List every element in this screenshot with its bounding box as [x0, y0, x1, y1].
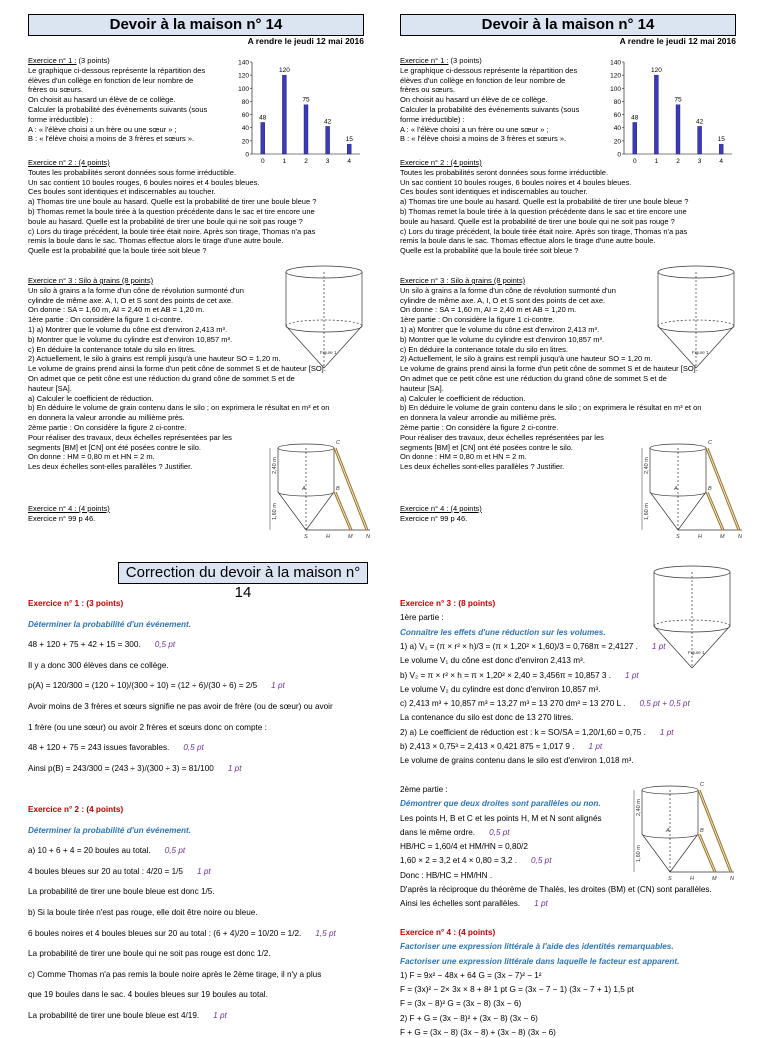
- text-line: 1) a) Montrer que le volume du cône est d'environ 2,413 m³.: [400, 325, 600, 334]
- correction-title: Correction du devoir à la maison n° 14: [118, 562, 368, 584]
- dimension-label: 2,40 m: [272, 457, 278, 474]
- bar: [698, 126, 702, 154]
- correction-text: Avoir moins de 3 frères et sœurs signifie ne pas avoir de frère (ou de sœur) ou avoir: [28, 702, 333, 711]
- points-annotation: 1 pt: [588, 742, 603, 751]
- homework-left: [18, 14, 374, 538]
- y-tick-label: 0: [245, 151, 249, 159]
- figure-1-label: Figure 1: [692, 350, 709, 355]
- text-line: Ces boules sont identiques et indiscernables au toucher.: [400, 187, 588, 197]
- text-line: 1ère partie : On considère la figure 1 ci-contre.: [28, 315, 183, 325]
- bar-value-label: 75: [674, 96, 682, 104]
- point-label: S: [676, 534, 680, 538]
- correction-line: [28, 763, 242, 774]
- x-tick-label: 0: [632, 158, 637, 165]
- correction-text: 48 + 120 + 75 = 243 issues favorables.: [28, 743, 170, 753]
- text-line: A : « l'élève choisi a un frère ou une sœur » ;: [400, 124, 549, 134]
- correction-line: [400, 784, 448, 795]
- text-line: Pour réaliser des travaux, deux échelles représentées par les: [28, 432, 232, 442]
- text-line: Un silo à grains a la forme d'un cône de révolution surmonté d'un: [400, 285, 616, 295]
- correction-line: [400, 641, 666, 652]
- correction-text: La probabilité de tirer une boule qui ne soit pas rouge est donc 1/2.: [28, 949, 271, 959]
- text-line: Toutes les probabilités seront données sous forme irréductible.: [28, 167, 237, 177]
- correction-text: p(A) = 120/300 = (120 ÷ 10)/(300 ÷ 10) = (12 ÷ 6)/(30 ÷ 6) = 2/5: [28, 681, 258, 691]
- correction-text: Connaître les effets d'une réduction sur les volumes.: [400, 627, 606, 637]
- text-line: élèves d'un collège en fonction de leur nombre de: [28, 75, 194, 85]
- point-label: C: [708, 440, 712, 446]
- correction-text: Le volume V₂ du cylindre est donc d'environ 10,857 m³.: [400, 684, 601, 694]
- text-line: B : « l'élève choisi a moins de 3 frères et sœurs ».: [400, 134, 567, 144]
- point-label: N: [730, 876, 734, 880]
- correction-line: [28, 866, 211, 877]
- text-line: Le graphique ci-dessous représente la répartition des: [28, 65, 206, 75]
- correction-line: [400, 884, 712, 895]
- point-label: M: [348, 534, 353, 538]
- y-tick-label: 140: [238, 59, 249, 67]
- text-line: On donne : SA = 1,60 m, AI = 2,40 m et AB = 1,20 m.: [400, 305, 577, 315]
- correction-text: 1) F = 9x² − 48x + 64 G = (3x − 7)² − 1²: [400, 970, 542, 980]
- correction-text: HB/HC = 1,60/4 et HM/HN = 0,80/2: [400, 842, 528, 852]
- bar-value-label: 15: [345, 136, 353, 144]
- correction-text: Les points H, B et C et les points H, M et N sont alignés: [400, 813, 602, 823]
- correction-line: [28, 969, 321, 980]
- homework-title: Devoir à la maison n° 14: [400, 14, 736, 36]
- text-line: Toutes les probabilités seront données sous forme irréductible.: [400, 167, 609, 177]
- correction-text: 2) F + G = (3x − 8)² + (3x − 8) (3x − 6): [400, 1013, 538, 1023]
- correction-line: [400, 698, 690, 709]
- x-tick-label: 2: [676, 158, 680, 165]
- text-line: Le volume de grains prend ainsi la forme d'un petit cône de sommet S et de hauteur [SO].: [28, 364, 326, 374]
- text-line: en donnera la valeur arrondie au millième près.: [28, 413, 185, 423]
- silo-drawing: [278, 444, 370, 530]
- due-date: A rendre le jeudi 12 mai 2016: [619, 36, 736, 46]
- text-line: b) Thomas remet la boule tirée à la question précédente dans le sac et tire encore une: [400, 207, 687, 216]
- silo-figure-1: [280, 262, 368, 380]
- text-line: Un sac contient 10 boules rouges, 6 boules noires et 4 boules bleues.: [400, 177, 632, 187]
- point-label: H: [698, 534, 702, 538]
- correction-text: 1ère partie :: [400, 613, 444, 623]
- correction-line: [400, 970, 542, 981]
- bar-value-label: 15: [717, 136, 725, 144]
- text-line: a) Thomas tire une boule au hasard. Quelle est la probabilité de tirer une boule bleue ?: [400, 197, 689, 207]
- correction-text: 1 frère (ou une sœur) ou avoir 2 frères et sœurs donc on compte :: [28, 722, 267, 732]
- correction-text: 1,60 × 2 = 3,2 et 4 × 0,80 = 3,2 .: [400, 856, 517, 866]
- correction-text: 1) a) V₁ = (π × r² × h)/3 = (π × 1,20² × 1,60)/3 = 0,768π ≈ 2,4127 .: [400, 641, 638, 651]
- x-tick-label: 4: [719, 158, 724, 165]
- correction-text: b) Si la boule tirée n'est pas rouge, elle doit être noire ou bleue.: [28, 908, 258, 917]
- y-tick-label: 40: [241, 125, 249, 133]
- correction-text: Il y a donc 300 élèves dans ce collège.: [28, 660, 169, 670]
- text-line: Un sac contient 10 boules rouges, 6 boules noires et 4 boules bleues.: [28, 177, 260, 187]
- dimension-label: 1,60 m: [636, 845, 642, 862]
- text-line: 1) a) Montrer que le volume du cône est d'environ 2,413 m³.: [28, 325, 228, 334]
- text-line: frères ou sœurs.: [28, 85, 84, 95]
- correction-line: [400, 741, 602, 752]
- bar: [347, 144, 351, 154]
- correction-line: [400, 827, 510, 838]
- correction-line: [28, 886, 215, 897]
- correction-line: [400, 798, 601, 809]
- points-annotation: 0,5 pt: [183, 743, 204, 753]
- homework-title: Devoir à la maison n° 14: [28, 14, 364, 36]
- y-tick-label: 120: [610, 72, 621, 80]
- bar-chart: [602, 54, 742, 174]
- text-line: segments [BM] et [CN] ont été posées contre le silo.: [400, 442, 573, 452]
- correction-text: La contenance du silo est donc de 13 270 litres.: [400, 713, 574, 723]
- correction-right: [390, 562, 746, 1037]
- correction-text: Donc : HB/HC = HM/HN .: [400, 870, 493, 880]
- point-label: N: [738, 534, 742, 538]
- correction-line: [28, 619, 191, 630]
- text-line: On donne : HM = 0,80 m et HN = 2 m.: [28, 452, 155, 462]
- text-line: Exercice n° 4 : (4 points): [400, 504, 482, 513]
- correction-line: [400, 727, 674, 738]
- points-annotation: 1 pt: [659, 727, 674, 737]
- correction-line: [400, 870, 492, 881]
- dimension-label: 1,60 m: [644, 503, 650, 520]
- correction-text: Déterminer la probabilité d'un événement.: [28, 825, 192, 835]
- correction-line: [400, 670, 639, 681]
- bar-value-label: 120: [650, 67, 662, 75]
- correction-line: [28, 722, 267, 733]
- text-line: 2) Actuellement, le silo à grains est rempli jusqu'à une hauteur SO = 1,20 m.: [28, 354, 281, 364]
- correction-line: [28, 680, 285, 691]
- text-line: On admet que ce petit cône est une réduction du grand cône de sommet S et de: [400, 374, 667, 383]
- correction-text: La probabilité de tirer une boule bleue est 4/19.: [28, 1011, 200, 1020]
- text-line: remis la boule dans le sac. Thomas effectue alors le tirage d'une autre boule.: [400, 236, 656, 246]
- correction-line: [400, 956, 679, 967]
- text-line: Exercice n° 99 p 46.: [400, 513, 468, 523]
- text-line: 2ème partie : On considère la figure 2 ci-contre.: [28, 423, 187, 432]
- text-line: boule au hasard. Quelle est la probabilité de tirer une boule qui ne soit pas rouge ?: [400, 216, 675, 226]
- bar-value-label: 48: [631, 114, 639, 122]
- text-line: Le volume de grains prend ainsi la forme d'un petit cône de sommet S et de hauteur [SO].: [400, 364, 698, 374]
- correction-text: Ainsi les échelles sont parallèles.: [400, 899, 521, 909]
- correction-text: b) V₂ = π × r² × h = π × 1,20² × 2,40 = 3,456π ≈ 10,857 3 .: [400, 670, 612, 680]
- correction-text: que 19 boules dans le sac. 4 boules bleues sur 19 boules au total.: [28, 990, 268, 1000]
- text-line: Calculer la probabilité des événements suivants (sous: [28, 105, 208, 114]
- silo-drawing: [642, 786, 734, 872]
- text-line: élèves d'un collège en fonction de leur nombre de: [400, 75, 566, 85]
- text-line: Quelle est la probabilité que la boule tirée soit bleue ?: [400, 246, 579, 256]
- correction-text: D'après la réciproque du théorème de Thalès, les droites (BM) et (CN) sont parallèles.: [400, 885, 712, 894]
- figure-1-label: Figure 1: [688, 650, 705, 655]
- y-tick-label: 80: [241, 98, 249, 106]
- correction-line: [28, 742, 204, 753]
- text-line: a) Calculer le coefficient de réduction.: [28, 393, 154, 403]
- text-line: Les deux échelles sont-elles parallèles ? Justifier.: [400, 462, 565, 472]
- correction-line: [28, 989, 268, 1000]
- y-tick-label: 140: [610, 59, 621, 67]
- text-line: cylindre de même axe. A, I, O et S sont des points de cet axe.: [400, 295, 606, 305]
- correction-line: [400, 612, 444, 623]
- text-line: b) Montrer que le volume du cylindre est d'environ 10,857 m³.: [28, 334, 233, 344]
- points-annotation: 1 pt: [213, 1011, 227, 1020]
- correction-line: [400, 984, 634, 995]
- correction-line: [28, 804, 123, 815]
- x-tick-label: 2: [304, 158, 308, 165]
- correction-line: [400, 755, 634, 766]
- bar: [676, 105, 680, 154]
- correction-left: [18, 562, 374, 1024]
- text-line: b) En déduire le volume de grain contenu dans le silo ; on exprimera le résultat en m³ et on: [28, 403, 330, 413]
- points-annotation: 1 pt: [271, 681, 285, 691]
- x-tick-label: 3: [697, 158, 702, 165]
- correction-line: [28, 928, 336, 939]
- text-line: 2ème partie : On considère la figure 2 ci-contre.: [400, 423, 559, 432]
- y-tick-label: 60: [613, 112, 621, 120]
- correction-line: [28, 701, 333, 712]
- x-tick-label: 1: [282, 158, 287, 165]
- exercise-heading: Exercice n° 1 :: [28, 56, 77, 65]
- bar-value-label: 75: [302, 96, 310, 104]
- text-line: Quelle est la probabilité que la boule tirée soit bleue ?: [28, 246, 207, 256]
- points-annotation: 1 pt: [651, 641, 666, 651]
- y-tick-label: 120: [238, 72, 249, 80]
- correction-line: [400, 627, 606, 638]
- bar-chart: [230, 54, 370, 174]
- correction-line: [28, 907, 258, 918]
- due-date: A rendre le jeudi 12 mai 2016: [247, 36, 364, 46]
- text-line: B : « l'élève choisi a moins de 3 frères et sœurs ».: [28, 134, 195, 144]
- correction-text: La probabilité de tirer une boule bleue est donc 1/5.: [28, 887, 215, 897]
- correction-line: [400, 998, 521, 1009]
- point-label: H: [326, 534, 330, 538]
- y-tick-label: 0: [617, 151, 621, 159]
- text-line: On choisit au hasard un élève de ce collège.: [400, 95, 548, 105]
- correction-text: 48 + 120 + 75 + 42 + 15 = 300.: [28, 640, 141, 650]
- correction-line: [28, 598, 123, 609]
- points-annotation: 0,5 pt: [489, 827, 510, 837]
- correction-text: Le volume V₁ du cône est donc d'environ 2,413 m³.: [400, 656, 586, 666]
- text-line: b) Montrer que le volume du cylindre est d'environ 10,857 m³.: [400, 334, 605, 344]
- correction-text: Factoriser une expression littérale à l'aide des identités remarquables.: [400, 942, 674, 952]
- text-line: Exercice n° 3 : Silo à grains (8 points): [28, 276, 154, 285]
- correction-text: Exercice n° 2 : (4 points): [28, 805, 124, 814]
- point-label: S: [668, 876, 672, 880]
- correction-text: 6 boules noires et 4 boules bleues sur 20 au total : (6 + 4)/20 = 10/20 = 1/2.: [28, 928, 302, 938]
- text-line: boule au hasard. Quelle est la probabilité de tirer une boule qui ne soit pas rouge ?: [28, 216, 303, 226]
- text-line: frères ou sœurs.: [400, 85, 456, 95]
- point-label: B: [336, 486, 340, 492]
- correction-text: c) Comme Thomas n'a pas remis la boule noire après le 2ème tirage, il n'y a plus: [28, 969, 322, 979]
- y-tick-label: 80: [613, 98, 621, 106]
- correction-text: F + G = (3x − 8) (3x − 8) + (3x − 8) (3x − 6): [400, 1028, 556, 1037]
- point-label: A: [302, 486, 306, 492]
- correction-text: Exercice n° 1 : (3 points): [28, 599, 124, 608]
- text-line: Exercice n° 2 : (4 points): [400, 158, 482, 167]
- y-tick-label: 40: [613, 125, 621, 133]
- correction-line: [400, 1027, 556, 1038]
- text-line: Calculer la probabilité des événements suivants (sous: [400, 105, 580, 114]
- text-line: Le graphique ci-dessous représente la répartition des: [400, 65, 578, 75]
- homework-right: [390, 14, 746, 538]
- text-line: c) En déduire la contenance totale du silo en litres.: [400, 344, 569, 354]
- point-label: H: [690, 876, 694, 880]
- text-line: Exercice n° 2 : (4 points): [28, 158, 110, 167]
- text-line: 1ère partie : On considère la figure 1 ci-contre.: [400, 315, 555, 325]
- text-line: On choisit au hasard un élève de ce collège.: [28, 95, 176, 105]
- correction-line: [400, 898, 548, 909]
- text-line: a) Calculer le coefficient de réduction.: [400, 393, 526, 403]
- correction-line: [400, 655, 585, 666]
- text-line: forme irréductible) :: [400, 114, 465, 124]
- correction-line: [400, 813, 602, 824]
- y-tick-label: 100: [238, 85, 249, 93]
- correction-line: [28, 845, 185, 856]
- correction-text: c) 2,413 m³ + 10,857 m³ = 13,27 m³ = 13 270 dm³ = 13 270 L .: [400, 699, 626, 709]
- correction-text: F = (3x − 8)² G = (3x − 8) (3x − 6): [400, 999, 522, 1009]
- correction-line: [400, 684, 600, 695]
- correction-line: [28, 1010, 227, 1021]
- points-text: (3 points): [76, 56, 110, 65]
- point-label: S: [304, 534, 308, 538]
- bar: [719, 144, 723, 154]
- text-line: cylindre de même axe. A, I, O et S sont des points de cet axe.: [28, 295, 234, 305]
- text-line: forme irréductible) :: [28, 114, 93, 124]
- correction-line: [400, 1013, 538, 1024]
- correction-line: [28, 825, 191, 836]
- correction-line: [28, 948, 271, 959]
- bar-value-label: 48: [259, 114, 267, 122]
- text-line: Un silo à grains a la forme d'un cône de révolution surmonté d'un: [28, 285, 244, 295]
- bar: [261, 122, 265, 154]
- x-tick-label: 3: [325, 158, 330, 165]
- text-line: Exercice n° 99 p 46.: [28, 513, 96, 523]
- bar-value-label: 120: [278, 67, 290, 75]
- points-annotation: 1 pt: [534, 899, 548, 909]
- points-annotation: 1 pt: [227, 763, 242, 773]
- correction-line: [28, 639, 175, 650]
- text-line: Exercice n° 4 : (4 points): [28, 504, 110, 513]
- text-line: Exercice n° 3 : Silo à grains (8 points): [400, 276, 526, 285]
- text-line: Ces boules sont identiques et indiscernables au toucher.: [28, 187, 216, 197]
- correction-line: [400, 941, 674, 952]
- bar: [304, 105, 308, 154]
- correction-text: 2) a) Le coefficient de réduction est : k = SO/SA = 1,20/1,60 = 0,75 .: [400, 727, 646, 737]
- correction-text: F = (3x)² − 2× 3x × 8 + 8² 1 pt G = (3x − 7 − 1) (3x − 7 + 1) 1,5 pt: [400, 985, 634, 995]
- text-line: b) En déduire le volume de grain contenu dans le silo ; on exprimera le résultat en m³ et on: [400, 403, 702, 413]
- y-tick-label: 20: [613, 138, 621, 146]
- correction-text: a) 10 + 6 + 4 = 20 boules au total.: [28, 846, 151, 856]
- y-tick-label: 60: [241, 112, 249, 120]
- text-line: Pour réaliser des travaux, deux échelles représentées par les: [400, 432, 604, 442]
- silo-figure-2: [638, 434, 748, 538]
- text-line: en donnera la valeur arrondie au millième près.: [400, 413, 557, 423]
- x-tick-label: 1: [654, 158, 659, 165]
- point-label: B: [700, 828, 704, 834]
- correction-line: [400, 841, 528, 852]
- points-annotation: 1 pt: [197, 866, 211, 876]
- point-label: C: [336, 440, 340, 446]
- text-line: c) En déduire la contenance totale du silo en litres.: [28, 344, 197, 354]
- correction-line: [400, 855, 552, 866]
- correction-text: Démontrer que deux droites sont parallèles ou non.: [400, 799, 601, 809]
- correction-text: b) 2,413 × 0,75³ = 2,413 × 0,421 875 ≈ 1,017 9 .: [400, 742, 575, 751]
- points-annotation: 0,5 pt: [531, 856, 552, 866]
- text-line: On donne : SA = 1,60 m, AI = 2,40 m et AB = 1,20 m.: [28, 305, 205, 315]
- correction-line: [400, 598, 495, 609]
- dimension-label: 2,40 m: [636, 799, 642, 816]
- silo-figure-2: [266, 434, 376, 538]
- correction-text: dans le même ordre.: [400, 827, 476, 837]
- silo-figure-2: [630, 776, 740, 880]
- correction-text: Le volume de grains contenu dans le silo est d'environ 1,018 m³.: [400, 756, 634, 766]
- points-text: (3 points): [448, 56, 482, 65]
- points-annotation: 1 pt: [625, 670, 639, 680]
- bar: [633, 122, 637, 154]
- correction-line: [28, 660, 169, 671]
- x-tick-label: 0: [260, 158, 265, 165]
- silo-figure-1: [648, 562, 736, 672]
- text-line: hauteur [SA].: [28, 383, 72, 393]
- figure-1-label: Figure 1: [320, 350, 337, 355]
- text-line: On donne : HM = 0,80 m et HN = 2 m.: [400, 452, 527, 462]
- text-line: On admet que ce petit cône est une réduction du grand cône de sommet S et de: [28, 374, 295, 383]
- correction-text: Exercice n° 4 : (4 points): [400, 927, 496, 937]
- correction-text: Exercice n° 3 : (8 points): [400, 599, 496, 608]
- text-line: Les deux échelles sont-elles parallèles ? Justifier.: [28, 462, 193, 472]
- bar-value-label: 42: [695, 118, 704, 126]
- points-annotation: 1,5 pt: [315, 928, 336, 938]
- point-label: A: [674, 486, 678, 492]
- text-line: [400, 56, 482, 66]
- correction-line: [400, 712, 573, 723]
- text-line: A : « l'élève choisi a un frère ou une sœur » ;: [28, 124, 177, 134]
- text-line: hauteur [SA].: [400, 383, 444, 393]
- point-label: A: [666, 828, 670, 834]
- points-annotation: 0,5 pt: [154, 640, 176, 650]
- y-tick-label: 100: [610, 85, 621, 93]
- text-line: a) Thomas tire une boule au hasard. Quelle est la probabilité de tirer une boule bleue ?: [28, 197, 317, 207]
- correction-text: Factoriser une expression littérale dans laquelle le facteur est apparent.: [400, 956, 680, 966]
- silo-drawing: [650, 444, 742, 530]
- y-tick-label: 20: [241, 138, 249, 146]
- text-line: segments [BM] et [CN] ont été posées contre le silo.: [28, 442, 201, 452]
- point-label: M: [712, 876, 717, 880]
- dimension-label: 2,40 m: [644, 457, 650, 474]
- text-line: b) Thomas remet la boule tirée à la question précédente dans le sac et tire encore une: [28, 207, 315, 216]
- points-annotation: 0,5 pt + 0,5 pt: [639, 699, 690, 709]
- text-line: 2) Actuellement, le silo à grains est rempli jusqu'à une hauteur SO = 1,20 m.: [400, 354, 653, 364]
- point-label: N: [366, 534, 370, 538]
- points-annotation: 0,5 pt: [164, 846, 186, 856]
- text-line: remis la boule dans le sac. Thomas effectue alors le tirage d'une autre boule.: [28, 236, 284, 246]
- point-label: M: [720, 534, 725, 538]
- text-line: c) Lors du tirage précédent, la boule tirée était noire. Après son tirage, Thomas n'a pas: [400, 226, 688, 236]
- text-line: [28, 56, 110, 66]
- x-tick-label: 4: [347, 158, 352, 165]
- correction-text: 2ème partie :: [400, 784, 448, 794]
- bar: [654, 75, 658, 154]
- correction-text: Ainsi p(B) = 243/300 = (243 ÷ 3)/(300 ÷ 3) = 81/100: [28, 763, 214, 773]
- text-line: c) Lors du tirage précédent, la boule tirée était noire. Après son tirage, Thomas n'a pas: [28, 226, 316, 236]
- correction-text: Déterminer la probabilité d'un événement.: [28, 619, 192, 629]
- point-label: B: [708, 486, 712, 492]
- bar: [282, 75, 286, 154]
- dimension-label: 1,60 m: [272, 503, 278, 520]
- correction-text: 4 boules bleues sur 20 au total : 4/20 = 1/5: [28, 866, 183, 876]
- bar: [326, 126, 330, 154]
- point-label: C: [700, 782, 704, 788]
- exercise-heading: Exercice n° 1 :: [400, 56, 449, 65]
- bar-value-label: 42: [323, 118, 332, 126]
- correction-line: [400, 927, 495, 938]
- silo-figure-1: [652, 262, 740, 380]
